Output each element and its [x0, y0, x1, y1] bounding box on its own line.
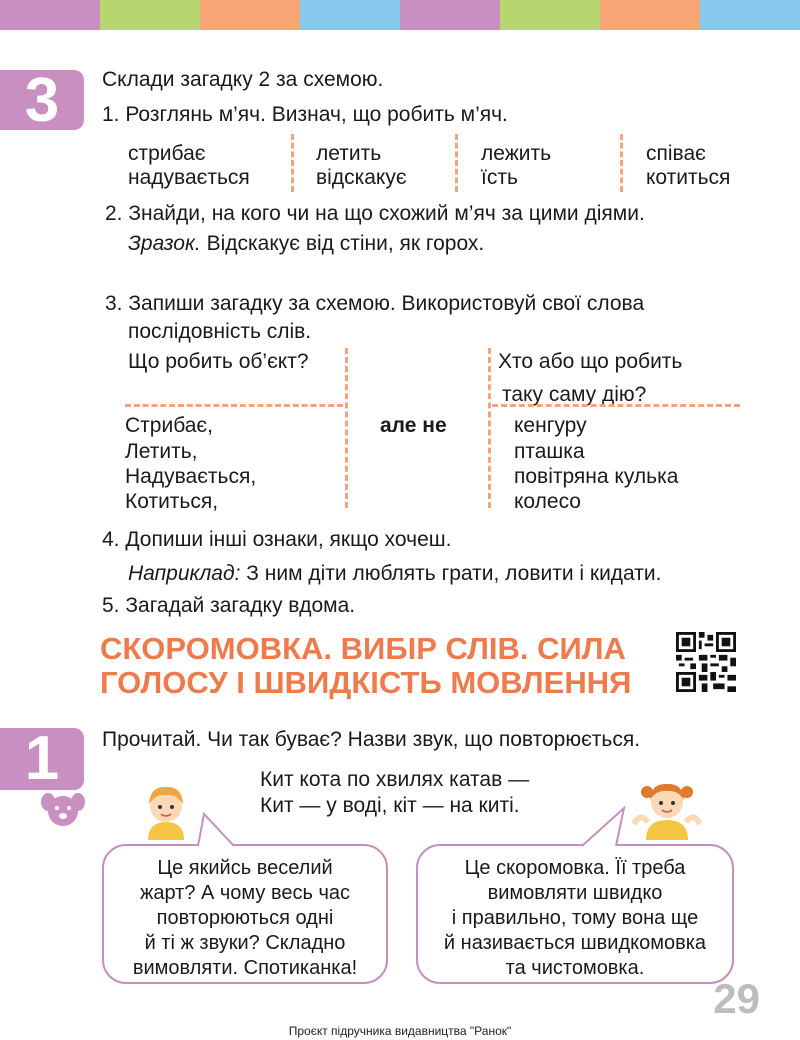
footer-publisher: Проєкт підручника видавництва "Ранок": [288, 1024, 512, 1038]
scheme-right-header: Хто або що робить: [498, 350, 683, 373]
verb: стрибає: [128, 142, 206, 165]
verb: летить: [316, 142, 382, 165]
example-2-label: Наприклад:: [128, 562, 241, 585]
boy-illustration-icon: [138, 778, 194, 840]
step-3: 3. Запиши загадку за схемою. Використовуй свої слова: [105, 292, 645, 315]
verb: їсть: [481, 166, 518, 189]
bubble-line: повторюються одні: [156, 907, 334, 929]
example-label: Зразок.: [128, 232, 201, 255]
qr-code-icon[interactable]: [676, 632, 736, 692]
verb: котиться: [646, 166, 731, 189]
bubble-line: Це якийсь веселий: [157, 857, 333, 879]
scheme-right-item: повітряна кулька: [514, 465, 679, 488]
step-1: 1. Розглянь м’яч. Визнач, що робить м’яч.: [102, 103, 508, 126]
example: [128, 232, 484, 256]
scheme-right-item: кенгуру: [514, 414, 587, 437]
dog-icon: [40, 792, 86, 828]
verb: співає: [646, 142, 706, 165]
step-4: 4. Допиши інші ознаки, якщо хочеш.: [102, 528, 452, 551]
scheme-middle: але не: [380, 414, 447, 437]
task-number-badge: [0, 66, 84, 135]
bubble-line: Це скоромовка. Її треба: [464, 857, 686, 879]
scheme-header-line-left: [125, 404, 343, 407]
scheme-left-item: Стрибає,: [125, 414, 213, 437]
girl-illustration-icon: [632, 772, 702, 840]
bubble-line: і правильно, тому вона ще: [451, 907, 699, 929]
task-number: 3: [24, 66, 60, 135]
bubble-line: жарт? А чому весь час: [139, 882, 351, 904]
bubble-line: й ті ж звуки? Складно: [144, 932, 346, 954]
task-number-badge: [0, 724, 84, 793]
scheme-divider-left: [345, 348, 348, 508]
color-stripe: [400, 0, 500, 30]
scheme-left-item: Летить,: [125, 440, 198, 463]
verb: надувається: [128, 166, 250, 189]
column-divider: [620, 134, 623, 192]
example-text: Відскакує від стіни, як горох.: [206, 232, 485, 255]
scheme-left-item: Котиться,: [125, 490, 219, 513]
color-stripe: [200, 0, 300, 30]
page-number: 29: [713, 975, 760, 1022]
speech-bubble-left: [102, 844, 388, 984]
color-stripe: [0, 0, 100, 30]
poem-line: Кит кота по хвилях катав —: [260, 768, 530, 791]
example-2-text: З ним діти люблять грати, ловити і кидати.: [246, 562, 662, 585]
step-3-continued: послідовність слів.: [128, 320, 312, 343]
verb: відскакує: [316, 166, 407, 189]
bubble-tail-right: [580, 806, 626, 848]
step-5: 5. Загадай загадку вдома.: [102, 594, 356, 617]
top-color-stripes: [0, 0, 800, 30]
bubble-line: й називається швидкомовка: [443, 932, 707, 954]
step-2: 2. Знайди, на кого чи на що схожий м’яч за цими діями.: [105, 202, 645, 225]
scheme-header-line-right: [492, 404, 740, 407]
bubble-line: та чистомовка.: [505, 957, 645, 979]
column-divider: [291, 134, 294, 192]
task-intro: Склади загадку 2 за схемою.: [102, 68, 384, 91]
scheme-right-item: колесо: [514, 490, 581, 513]
color-stripe: [700, 0, 800, 30]
verb: лежить: [481, 142, 552, 165]
section-heading-line-1: СКОРОМОВКА. ВИБІР СЛІВ. СИЛА: [100, 631, 626, 666]
scheme-right-header-2: таку саму дію?: [502, 383, 647, 406]
scheme-left-item: Надувається,: [125, 465, 257, 488]
example-2: [128, 562, 661, 586]
task-number: 1: [24, 724, 60, 793]
speech-bubble-right: [416, 844, 734, 984]
scheme-right-item: пташка: [514, 440, 585, 463]
color-stripe: [600, 0, 700, 30]
scheme-divider-right: [488, 348, 491, 508]
color-stripe: [100, 0, 200, 30]
scheme-left-header: Що робить об’єкт?: [128, 350, 309, 373]
section-heading-line-2: ГОЛОСУ І ШВИДКІСТЬ МОВЛЕННЯ: [100, 665, 632, 700]
task-instruction: Прочитай. Чи так буває? Назви звук, що повторюється.: [102, 728, 641, 751]
color-stripe: [300, 0, 400, 30]
bubble-line: вимовляти швидко: [487, 882, 663, 904]
column-divider: [455, 134, 458, 192]
bubble-tail-left: [196, 812, 236, 848]
poem-line: Кит — у воді, кіт — на киті.: [260, 794, 520, 817]
bubble-line: вимовляти. Спотиканка!: [132, 957, 358, 979]
color-stripe: [500, 0, 600, 30]
